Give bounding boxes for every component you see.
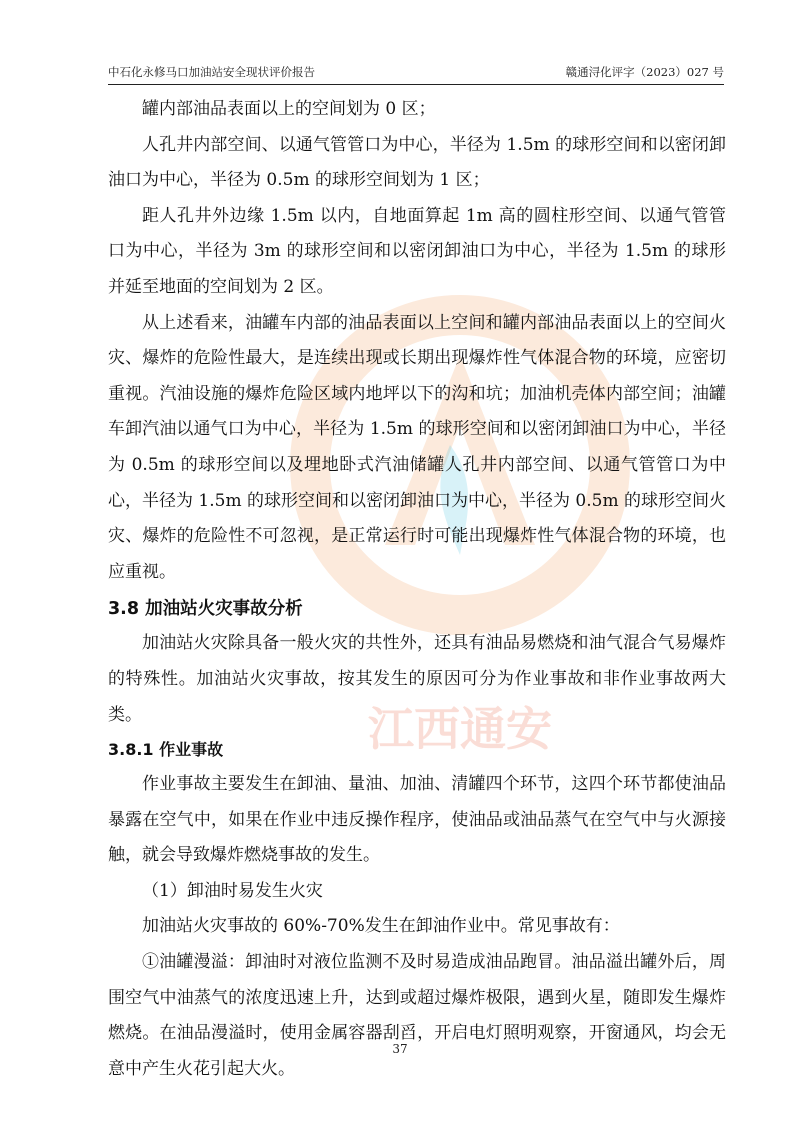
paragraph-zone-0: 罐内部油品表面以上的空间划为 0 区；: [142, 99, 436, 119]
header-report-title: 中石化永修马口加油站安全现状评价报告: [108, 65, 315, 79]
paragraph-operation-accidents: 作业事故主要发生在卸油、量油、加油、清罐四个环节，这四个环节都使油品暴露在空气中，如果在作业中违反操作程序，使油品或油品蒸气在空气中与火源接触，就会导致爆炸燃烧事故的发生。: [108, 774, 726, 866]
paragraph-zone-1: 人孔井内部空间、以通气管管口为中心，半径为 1.5m 的球形空间和以密闭卸油口为中心，半径为 0.5m 的球形空间划为 1 区；: [108, 134, 726, 191]
header-report-number: 赣通浔化评字（2023）027 号: [565, 65, 724, 79]
paragraph-zone-2: 距人孔井外边缘 1.5m 以内，自地面算起 1m 高的圆柱形空间、以通气管管口为中心，半径为 3m 的球形空间和以密闭卸油口为中心，半径为 1.5m 的球形并延至地面的空间划为 2 区。: [108, 205, 726, 297]
paragraph-fire-overview: 加油站火灾除具备一般火灾的共性外，还具有油品易燃烧和油气混合气易爆炸的特殊性。加油站火灾事故，按其发生的原因可分为作业事故和非作业事故两大类。: [108, 633, 726, 725]
paragraph-unloading-stats: 加油站火灾事故的 60%-70%发生在卸油作业中。常见事故有：: [142, 916, 620, 937]
page-header: [108, 62, 724, 85]
paragraph-hazard-summary: 从上述看来，油罐车内部的油品表面以上空间和罐内部油品表面以上的空间火灾、爆炸的危险性最大，是连续出现或长期出现爆炸性气体混合物的环境，应密切重视。汽油设施的爆炸危险区域内地坪以下的沟和坑；加油机壳体内部空间；油罐车卸汽油以通气口为中心，半径为 1.5m 的球形空间和以密闭卸油口为中心，半径为 0.5m 的球形空间以及埋地卧式汽油储罐人孔井内部空间、以通气管管口为中心，半径为 1.5m 的球形空间和以密闭卸油口为中心，半径为 0.5m 的球形空间火灾、爆炸的危险性不可忽视，是正常运行时可能出现爆炸性气体混合物的环境，也应重视。: [108, 312, 726, 582]
section-heading-3-8-1: 3.8.1 作业事故: [108, 740, 224, 760]
paragraph-tank-overflow: ①油罐漫溢：卸油时对液位监测不及时易造成油品跑冒。油品溢出罐外后，周围空气中油蒸气的浓度迅速上升，达到或超过爆炸极限，遇到火星，随即发生爆炸燃烧。在油品漫溢时，使用金属容器刮舀，开启电灯照明观察，开窗通风，均会无意中产生火花引起大火。: [108, 952, 726, 1079]
section-heading-3-8: 3.8 加油站火灾事故分析: [108, 599, 303, 620]
report-body: [108, 92, 726, 1087]
page-number: 37: [392, 1042, 408, 1056]
list-item-unloading-fire: （1）卸油时易发生火灾: [142, 880, 323, 901]
watermark-text: 江西通安: [368, 702, 552, 756]
